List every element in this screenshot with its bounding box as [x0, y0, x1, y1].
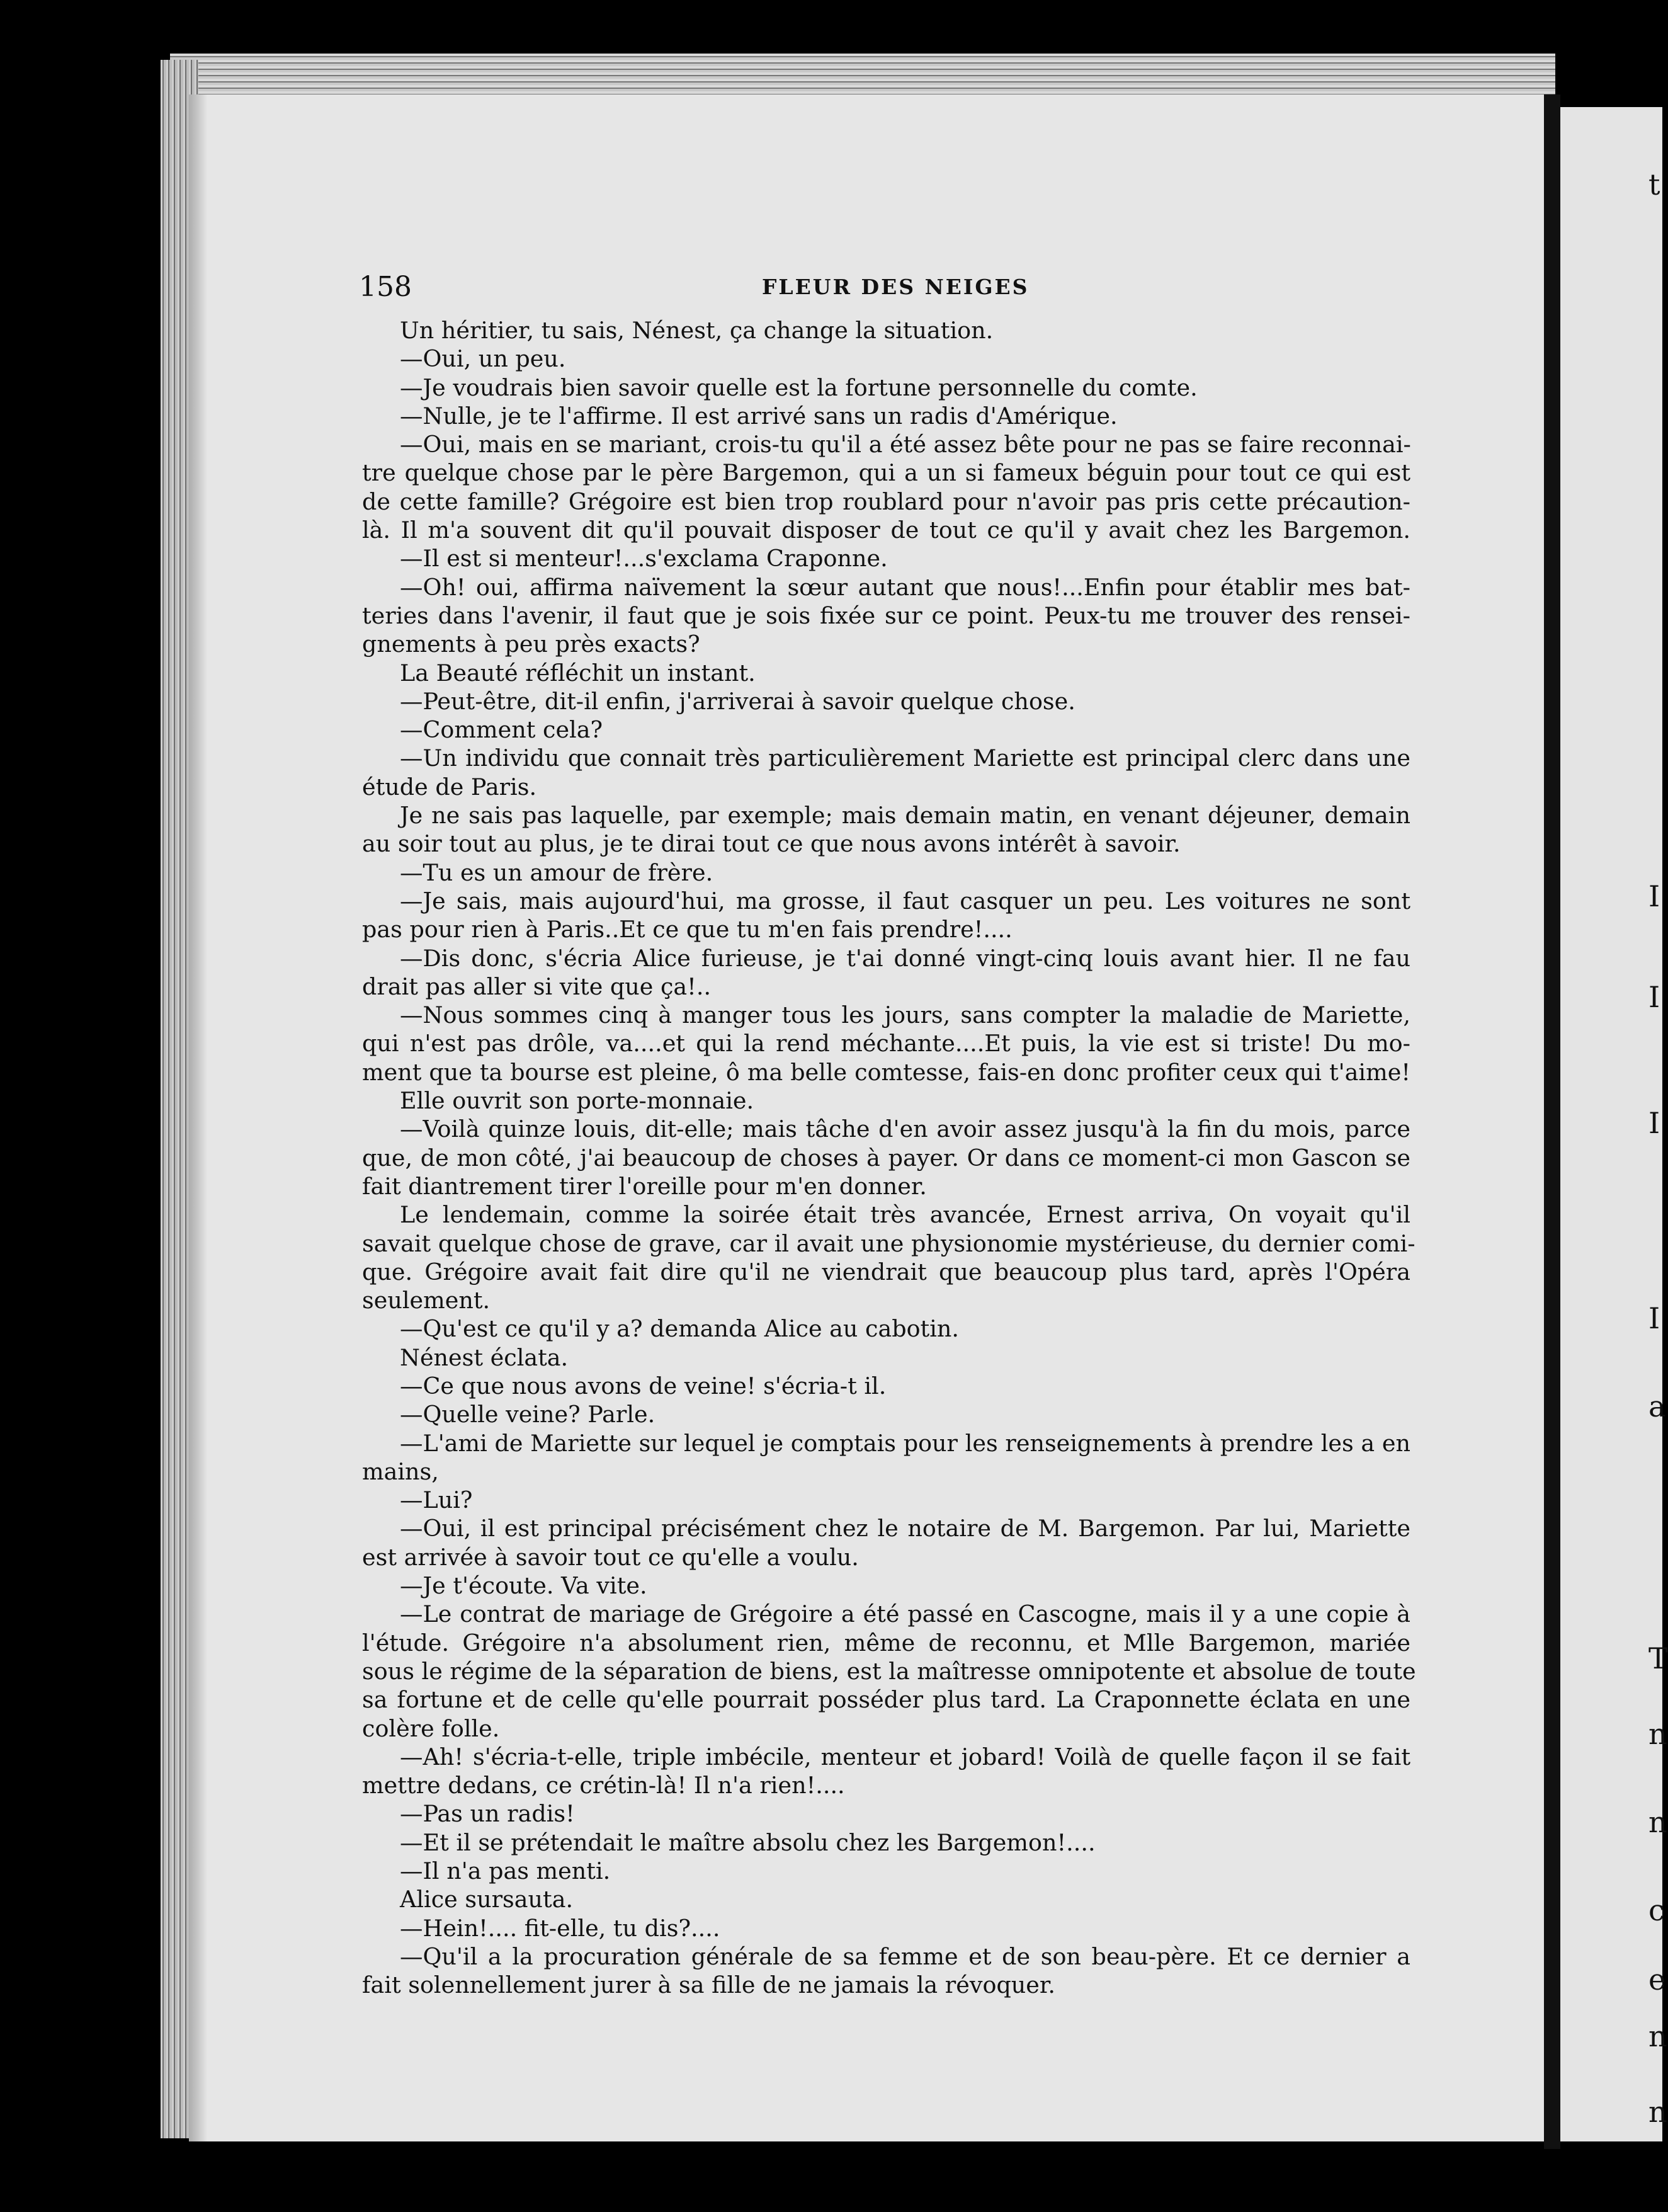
text-line: —Je voudrais bien savoir quelle est la fortune personnelle du comte. [400, 373, 1198, 401]
text-line: —Ah! s'écria-t-elle, triple imbécile, menteur et jobard! Voilà de quelle façon il se fait [400, 1743, 1410, 1770]
spine-shadow [189, 94, 208, 2141]
text-line: de cette famille? Grégoire est bien trop roublard pour n'avoir pas pris cette précaution- [362, 487, 1410, 515]
text-line: que. Grégoire avait fait dire qu'il ne viendrait que beaucoup plus tard, après l'Opéra [362, 1258, 1410, 1286]
page-top-edge [170, 54, 1555, 98]
right-page-fragment: a [1648, 1389, 1666, 1423]
text-line: ment que ta bourse est pleine, ô ma belle comtesse, fais-en donc profiter ceux qui t'aime! [362, 1058, 1410, 1086]
right-page-fragment: I [1648, 1106, 1660, 1140]
text-line: gnements à peu près exacts? [362, 630, 700, 658]
text-line: —Il n'a pas menti. [400, 1857, 611, 1885]
text-line: teries dans l'avenir, il faut que je sois fixée sur ce point. Peux-tu me trouver des rensei- [362, 601, 1410, 629]
right-page-fragment: n [1648, 1805, 1667, 1839]
text-line: —Le contrat de mariage de Grégoire a été passé en Cascogne, mais il y a une copie à [400, 1600, 1410, 1628]
text-line: —Qu'est ce qu'il y a? demanda Alice au cabotin. [400, 1315, 960, 1343]
text-line: —Oui, mais en se mariant, crois-tu qu'il a été assez bête pour ne pas se faire reconnai- [400, 431, 1411, 459]
text-line: —L'ami de Mariette sur lequel je comptais pour les renseignements à prendre les a en [400, 1429, 1410, 1457]
text-line: colère folle. [362, 1714, 500, 1742]
text-line: Je ne sais pas laquelle, par exemple; mais demain matin, en venant déjeuner, demain [400, 802, 1410, 830]
text-line: mains, [362, 1457, 439, 1485]
text-line: —Oui, il est principal précisément chez le notaire de M. Bargemon. Par lui, Mariette [400, 1515, 1410, 1542]
text-line: au soir tout au plus, je te dirai tout ce que nous avons intérêt à savoir. [362, 830, 1181, 858]
text-line: sous le régime de la séparation de biens, est la maîtresse omnipotente et absolue de toute [362, 1657, 1416, 1685]
text-line: fait solennellement jurer à sa fille de ne jamais la révoquer. [362, 1971, 1055, 1999]
text-line: sa fortune et de celle qu'elle pourrait posséder plus tard. La Craponnette éclata en une [362, 1686, 1410, 1714]
book-gutter [1544, 94, 1560, 2149]
text-line: —Je sais, mais aujourd'hui, ma grosse, il faut casquer un peu. Les voitures ne sont [400, 887, 1410, 915]
right-page-fragment: c [1648, 1893, 1665, 1927]
text-line: Alice sursauta. [400, 1886, 574, 1913]
text-line: —Voilà quinze louis, dit-elle; mais tâche d'en avoir assez jusqu'à la fin du mois, parce [400, 1115, 1410, 1143]
text-line: est arrivée à savoir tout ce qu'elle a voulu. [362, 1543, 859, 1571]
text-line: Elle ouvrit son porte-monnaie. [400, 1087, 754, 1115]
right-page-fragment: I [1648, 980, 1660, 1014]
text-line: —Je t'écoute. Va vite. [400, 1572, 647, 1600]
text-line: que, de mon côté, j'ai beaucoup de choses à payer. Or dans ce moment-ci mon Gascon se [362, 1144, 1410, 1172]
text-line: fait diantrement tirer l'oreille pour m'en donner. [362, 1172, 927, 1200]
right-page-fragment: n [1648, 2095, 1667, 2129]
text-line: —Lui? [400, 1486, 473, 1514]
text-line: pas pour rien à Paris..Et ce que tu m'en fais prendre!.... [362, 916, 1013, 944]
text-line: —Hein!.... fit-elle, tu dis?.... [400, 1914, 720, 1942]
text-line: —Qu'il a la procuration générale de sa femme et de son beau-père. Et ce dernier a [400, 1942, 1410, 1970]
text-line: qui n'est pas drôle, va....et qui la rend méchante....Et puis, la vie est si triste! Du mo- [362, 1030, 1410, 1058]
text-line: La Beauté réfléchit un instant. [400, 659, 756, 687]
text-line: —Il est si menteur!...s'exclama Craponne. [400, 545, 888, 573]
text-line: Nénest éclata. [400, 1343, 569, 1371]
right-page-fragment: e [1648, 1963, 1666, 1997]
text-line: drait pas aller si vite que ça!.. [362, 972, 712, 1000]
text-line: —Un individu que connait très particulièrement Mariette est principal clerc dans une [400, 744, 1410, 772]
right-page-fragment: I [1648, 879, 1660, 913]
right-page-fragment: T [1648, 1641, 1668, 1675]
text-line: —Quelle veine? Parle. [400, 1401, 655, 1428]
text-line: mettre dedans, ce crétin-là! Il n'a rien!.... [362, 1772, 845, 1799]
text-line: —Oh! oui, affirma naïvement la sœur autant que nous!...Enfin pour établir mes bat- [400, 573, 1410, 601]
right-page [1560, 107, 1668, 2141]
text-line: savait quelque chose de grave, car il avait une physionomie mystérieuse, du dernier comi- [362, 1229, 1416, 1257]
text-line: —Nous sommes cinq à manger tous les jours, sans compter la maladie de Mariette, [400, 1001, 1410, 1029]
text-line: —Oui, un peu. [400, 345, 566, 373]
right-page-fragment: n [1648, 2019, 1667, 2053]
running-title: FLEUR DES NEIGES [762, 275, 1030, 299]
text-line: —Comment cela? [400, 716, 603, 744]
text-line: seulement. [362, 1287, 491, 1314]
text-line: —Tu es un amour de frère. [400, 858, 713, 886]
text-line: —Ce que nous avons de veine! s'écria-t il. [400, 1372, 887, 1400]
page-number: 158 [359, 271, 412, 303]
right-page-fragment: I [1648, 1301, 1660, 1335]
text-body [362, 316, 1416, 2000]
text-line: étude de Paris. [362, 773, 537, 801]
text-line: Un héritier, tu sais, Nénest, ça change la situation. [400, 317, 994, 344]
text-line: là. Il m'a souvent dit qu'il pouvait disposer de tout ce qu'il y avait chez les Bargemon. [362, 516, 1410, 544]
text-line: —Et il se prétendait le maître absolu chez les Bargemon!.... [400, 1828, 1096, 1856]
text-line: l'étude. Grégoire n'a absolument rien, même de reconnu, et Mlle Bargemon, mariée [362, 1629, 1410, 1656]
text-line: —Pas un radis! [400, 1800, 575, 1828]
text-line: —Peut-être, dit-il enfin, j'arriverai à savoir quelque chose. [400, 687, 1075, 715]
right-page-fragment: t [1648, 168, 1660, 202]
right-page-fragment: n [1648, 1717, 1667, 1751]
text-line: Le lendemain, comme la soirée était très avancée, Ernest arriva, On voyait qu'il [400, 1201, 1410, 1229]
text-line: —Nulle, je te l'affirme. Il est arrivé sans un radis d'Amérique. [400, 402, 1118, 430]
text-line: tre quelque chose par le père Bargemon, qui a un si fameux béguin pour tout ce qui est [362, 459, 1410, 487]
page-header [359, 271, 1549, 309]
text-line: —Dis donc, s'écria Alice furieuse, je t'ai donné vingt-cinq louis avant hier. Il ne fau [400, 944, 1410, 972]
